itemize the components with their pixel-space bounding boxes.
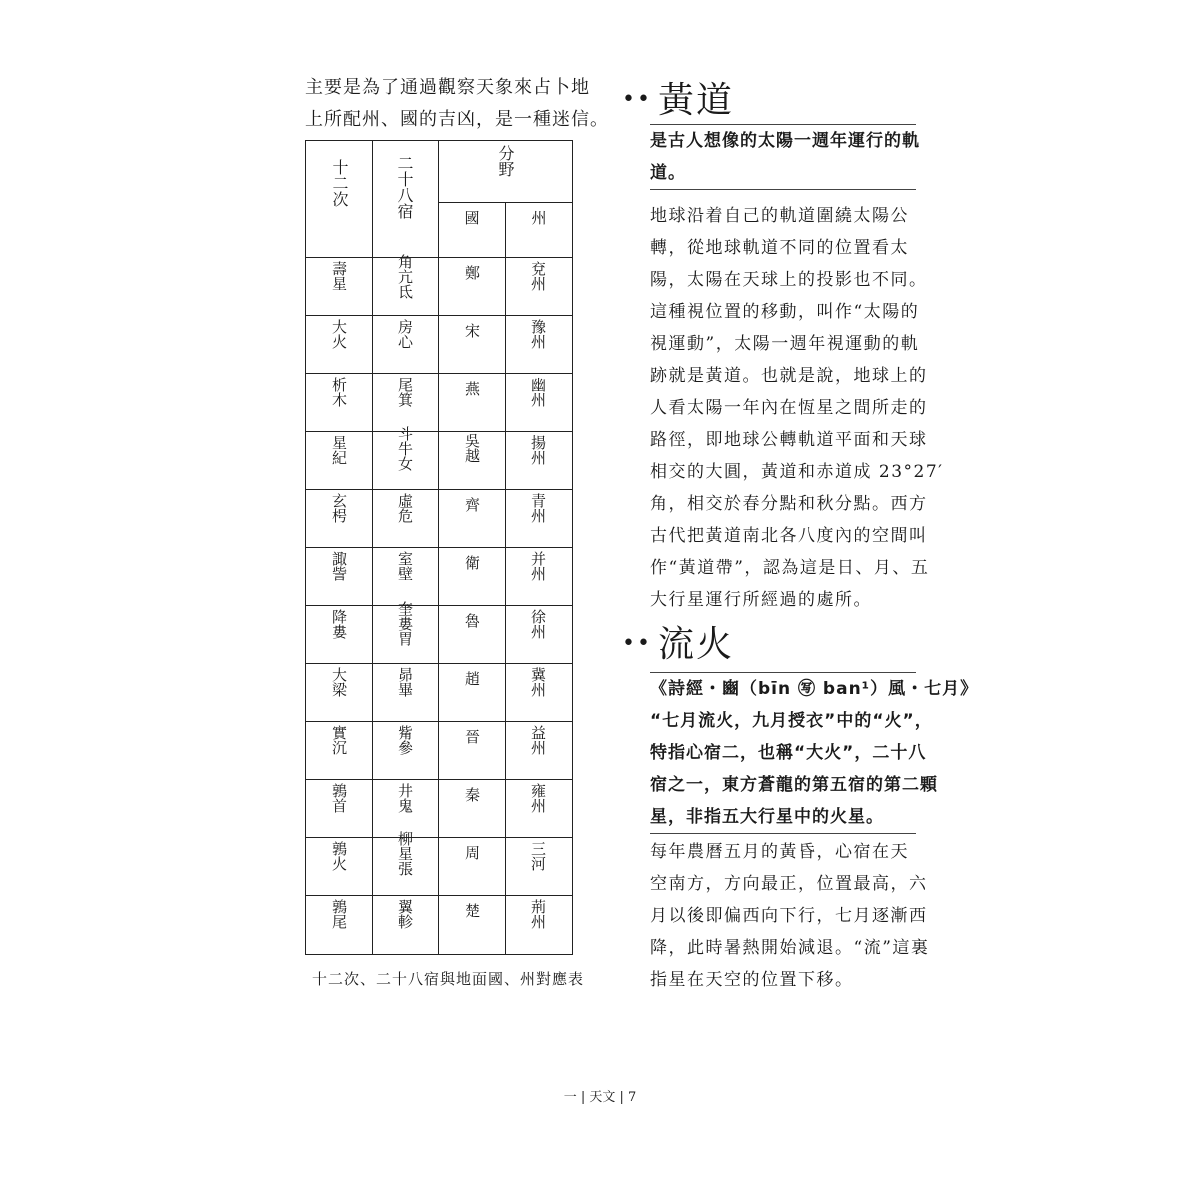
table-row-line bbox=[306, 721, 572, 722]
cell-guo: 魯 bbox=[463, 613, 481, 628]
section-title-text: 黃道 bbox=[657, 80, 734, 121]
definition-line: 道。 bbox=[650, 163, 686, 183]
cell-zhou: 揚州 bbox=[529, 435, 547, 465]
cell-xiu: 虛危 bbox=[396, 493, 414, 523]
cell-guo: 秦 bbox=[463, 787, 481, 802]
table-divider bbox=[306, 257, 572, 258]
cell-zhou: 幽州 bbox=[529, 377, 547, 407]
cell-xiu: 柳星張 bbox=[396, 831, 414, 876]
definition-line: 是古人想像的太陽一週年運行的軌 bbox=[650, 131, 920, 151]
body-line: 跡就是黃道。也就是說，地球上的 bbox=[650, 366, 928, 386]
definition-line: 特指心宿二，也稱“大火”，二十八 bbox=[650, 743, 927, 763]
header-fenye: 分野 bbox=[496, 145, 515, 177]
body-line: 空南方，方向最正，位置最高，六 bbox=[650, 874, 928, 894]
bullet-dots-icon: •• bbox=[622, 86, 652, 112]
cell-ci: 析木 bbox=[330, 377, 348, 407]
cell-ci: 鶉首 bbox=[330, 783, 348, 813]
table-row-line bbox=[306, 431, 572, 432]
definition-line: 《詩經・豳（bīn ㊢ ban¹）風・七月》 bbox=[650, 679, 979, 699]
definition-huangdao bbox=[650, 124, 920, 190]
table-row-line bbox=[306, 605, 572, 606]
cell-ci: 諏訾 bbox=[330, 551, 348, 581]
body-line: 作“黃道帶”，認為這是日、月、五 bbox=[650, 558, 930, 578]
cell-guo: 吳越 bbox=[463, 433, 481, 463]
body-line: 相交的大圓，黃道和赤道成 23°27′ bbox=[650, 462, 944, 482]
body-line: 古代把黃道南北各八度內的空間叫 bbox=[650, 526, 928, 546]
cell-xiu: 奎婁胃 bbox=[396, 601, 414, 646]
table-row-line bbox=[306, 373, 572, 374]
body-line: 大行星運行所經過的處所。 bbox=[650, 590, 872, 610]
section-title-liuhuo bbox=[622, 616, 734, 667]
cell-guo: 齊 bbox=[463, 497, 481, 512]
intro-paragraph bbox=[305, 72, 609, 136]
cell-zhou: 兗州 bbox=[529, 261, 547, 291]
body-line: 路徑，即地球公轉軌道平面和天球 bbox=[650, 430, 928, 450]
cell-guo: 周 bbox=[463, 845, 481, 860]
cell-ci: 大梁 bbox=[330, 667, 348, 697]
cell-zhou: 荊州 bbox=[529, 899, 547, 929]
intro-line: 上所配州、國的吉凶，是一種迷信。 bbox=[305, 109, 609, 130]
body-line: 這種視位置的移動，叫作“太陽的 bbox=[650, 302, 920, 322]
cell-ci: 鶉尾 bbox=[330, 899, 348, 929]
table-divider bbox=[438, 202, 572, 203]
cell-xiu: 昴畢 bbox=[396, 667, 414, 697]
body-line: 地球沿着自己的軌道圍繞太陽公 bbox=[650, 206, 909, 226]
table-row-line bbox=[306, 663, 572, 664]
definition-line: 星，非指五大行星中的火星。 bbox=[650, 807, 884, 827]
body-line: 人看太陽一年內在恆星之間所走的 bbox=[650, 398, 928, 418]
cell-xiu: 井鬼 bbox=[396, 783, 414, 813]
table-row-line bbox=[306, 779, 572, 780]
cell-guo: 衛 bbox=[463, 555, 481, 570]
cell-ci: 大火 bbox=[330, 319, 348, 349]
bullet-dots-icon: •• bbox=[622, 630, 652, 656]
header-guo: 國 bbox=[464, 209, 480, 227]
cell-xiu: 斗牛女 bbox=[396, 426, 414, 471]
cell-ci: 壽星 bbox=[330, 261, 348, 291]
cell-xiu: 觜參 bbox=[396, 725, 414, 755]
header-shierci: 十二次 bbox=[330, 159, 349, 207]
cell-guo: 鄭 bbox=[463, 265, 481, 280]
table-row-line bbox=[306, 895, 572, 896]
body-huangdao bbox=[650, 200, 944, 616]
cell-zhou: 雍州 bbox=[529, 783, 547, 813]
cell-zhou: 青州 bbox=[529, 493, 547, 523]
body-liuhuo bbox=[650, 836, 930, 996]
cell-ci: 玄枵 bbox=[330, 493, 348, 523]
cell-xiu: 角亢氐 bbox=[396, 254, 414, 299]
definition-line: 宿之一，東方蒼龍的第五宿的第二顆 bbox=[650, 775, 938, 795]
cell-zhou: 徐州 bbox=[529, 609, 547, 639]
cell-guo: 宋 bbox=[463, 323, 481, 338]
cell-xiu: 室壁 bbox=[396, 551, 414, 581]
table-row-line bbox=[306, 315, 572, 316]
cell-xiu: 尾箕 bbox=[396, 377, 414, 407]
cell-ci: 鶉火 bbox=[330, 841, 348, 871]
header-ershibaxiu: 二十八宿 bbox=[395, 155, 414, 219]
body-line: 轉，從地球軌道不同的位置看太 bbox=[650, 238, 909, 258]
body-line: 陽，太陽在天球上的投影也不同。 bbox=[650, 270, 928, 290]
table-row-line bbox=[306, 837, 572, 838]
body-line: 月以後即偏西向下行，七月逐漸西 bbox=[650, 906, 928, 926]
definition-liuhuo bbox=[650, 672, 979, 834]
body-line: 指星在天空的位置下移。 bbox=[650, 970, 854, 990]
section-title-huangdao bbox=[622, 72, 734, 123]
correspondence-table bbox=[305, 140, 573, 955]
cell-guo: 燕 bbox=[463, 381, 481, 396]
cell-zhou: 益州 bbox=[529, 725, 547, 755]
header-zhou: 州 bbox=[531, 209, 547, 227]
cell-ci: 降婁 bbox=[330, 609, 348, 639]
table-row-line bbox=[306, 489, 572, 490]
cell-zhou: 冀州 bbox=[529, 667, 547, 697]
cell-xiu: 房心 bbox=[396, 319, 414, 349]
cell-ci: 實沉 bbox=[330, 725, 348, 755]
cell-zhou: 并州 bbox=[529, 551, 547, 581]
body-line: 降，此時暑熱開始減退。“流”這裏 bbox=[650, 938, 930, 958]
definition-line: “七月流火，九月授衣”中的“火”， bbox=[650, 711, 933, 731]
body-line: 角，相交於春分點和秋分點。西方 bbox=[650, 494, 928, 514]
cell-xiu: 翼軫 bbox=[396, 899, 414, 929]
cell-ci: 星紀 bbox=[330, 435, 348, 465]
page-number: 一 | 天文 | 7 bbox=[563, 1090, 637, 1105]
cell-guo: 趙 bbox=[463, 671, 481, 686]
section-title-text: 流火 bbox=[657, 624, 734, 665]
table-row-line bbox=[306, 547, 572, 548]
cell-zhou: 三河 bbox=[529, 841, 547, 871]
body-line: 每年農曆五月的黃昏，心宿在天 bbox=[650, 842, 909, 862]
body-line: 視運動”，太陽一週年視運動的軌 bbox=[650, 334, 920, 354]
cell-guo: 楚 bbox=[463, 903, 481, 918]
cell-zhou: 豫州 bbox=[529, 319, 547, 349]
table-caption: 十二次、二十八宿與地面國、州對應表 bbox=[312, 970, 585, 988]
cell-guo: 晉 bbox=[463, 729, 481, 744]
intro-line: 主要是為了通過觀察天象來占卜地 bbox=[305, 77, 590, 98]
